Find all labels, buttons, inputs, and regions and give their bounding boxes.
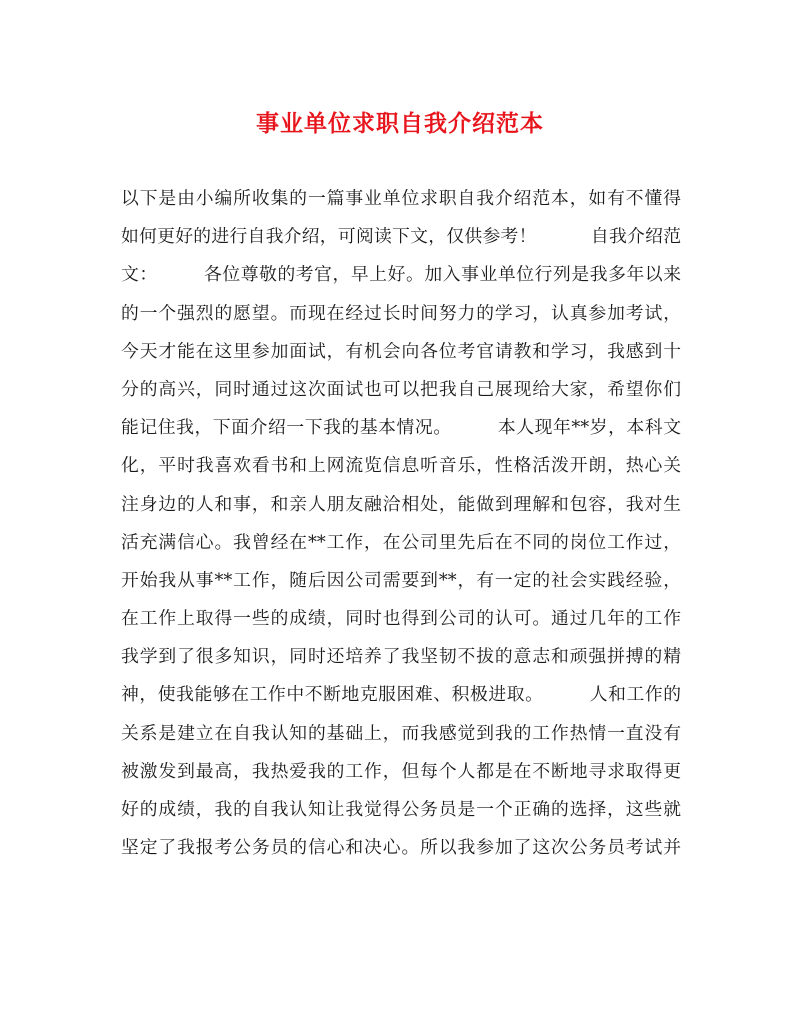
body-line-12: 在工作上取得一些的成绩，同时也得到公司的认可。通过几年的工作 (121, 608, 681, 630)
document-body (121, 180, 681, 867)
body-line-10: 活充满信心。我曾经在**工作，在公司里先后在不同的岗位工作过， (121, 531, 681, 553)
body-line-14: 神，使我能够在工作中不断地克服困难、积极进取。 人和工作的 (121, 684, 681, 706)
body-line-18: 坚定了我报考公务员的信心和决心。所以我参加了这次公务员考试并 (121, 837, 681, 859)
body-line-11: 开始我从事**工作，随后因公司需要到**，有一定的社会实践经验， (121, 569, 681, 591)
body-line-3: 文： 各位尊敬的考官，早上好。加入事业单位行列是我多年以来 (121, 264, 681, 286)
body-line-16: 被激发到最高，我热爱我的工作，但每个人都是在不断地寻求取得更 (121, 760, 681, 782)
body-line-9: 注身边的人和事，和亲人朋友融洽相处，能做到理解和包容，我对生 (121, 493, 681, 515)
body-line-15: 关系是建立在自我认知的基础上，而我感觉到我的工作热情一直没有 (121, 722, 681, 744)
body-line-1: 以下是由小编所收集的一篇事业单位求职自我介绍范本，如有不懂得 (121, 188, 681, 209)
body-line-8: 化，平时我喜欢看书和上网流览信息听音乐，性格活泼开朗，热心关 (121, 455, 681, 477)
body-line-17: 好的成绩，我的自我认知让我觉得公务员是一个正确的选择，这些就 (121, 799, 681, 820)
body-line-13: 我学到了很多知识，同时还培养了我坚韧不拔的意志和顽强拼搏的精 (121, 646, 681, 668)
body-line-2: 如何更好的进行自我介绍，可阅读下文，仅供参考！ 自我介绍范 (121, 226, 681, 248)
body-line-5: 今天才能在这里参加面试，有机会向各位考官请教和学习，我感到十 (121, 340, 681, 362)
body-line-4: 的一个强烈的愿望。而现在经过长时间努力的学习，认真参加考试， (121, 302, 681, 324)
document-title: 事业单位求职自我介绍范本 (256, 110, 544, 137)
body-line-7: 能记住我，下面介绍一下我的基本情况。 本人现年**岁，本科文 (121, 417, 681, 439)
body-line-6: 分的高兴，同时通过这次面试也可以把我自己展现给大家，希望你们 (121, 378, 681, 400)
